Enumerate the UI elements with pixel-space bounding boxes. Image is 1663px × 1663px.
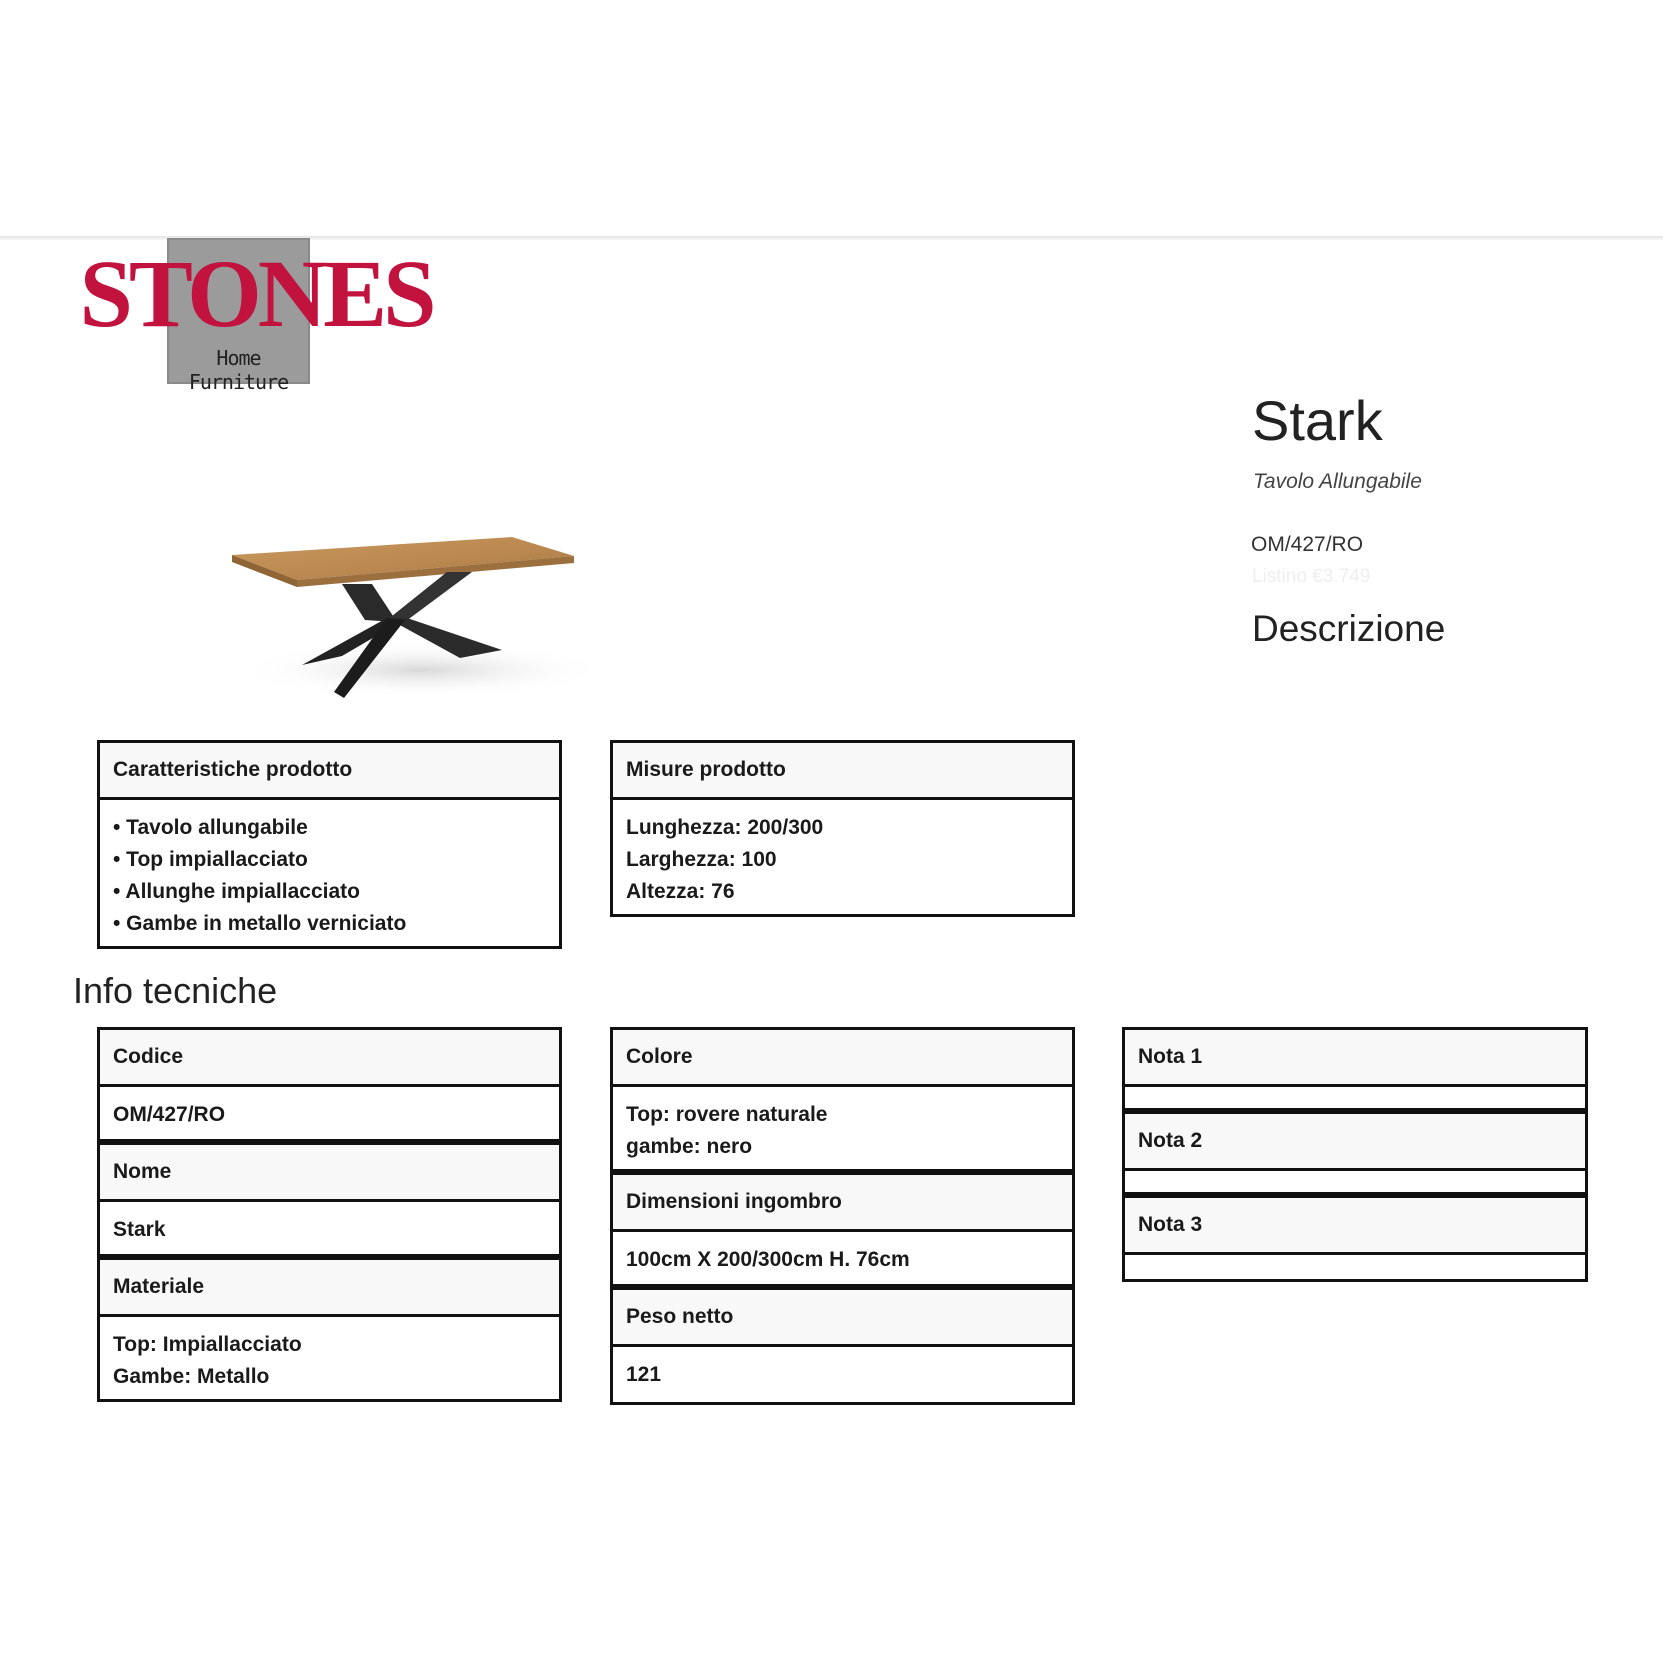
material-line: Top: Impiallacciato	[113, 1333, 302, 1356]
feature-item: • Top impiallacciato	[113, 848, 308, 871]
material-value	[100, 1317, 559, 1399]
color-line: Top: rovere naturale	[626, 1103, 828, 1126]
material-line: Gambe: Metallo	[113, 1365, 270, 1388]
code-label: Codice	[100, 1030, 559, 1087]
measures-header: Misure prodotto	[613, 743, 1072, 800]
features-table	[97, 740, 562, 949]
notes-table	[1122, 1027, 1588, 1282]
measure-item: Lunghezza: 200/300	[626, 816, 824, 839]
note1-label: Nota 1	[1125, 1030, 1585, 1087]
note2-value	[1125, 1171, 1585, 1195]
weight-value: 121	[626, 1363, 662, 1386]
note3-label: Nota 3	[1125, 1195, 1585, 1255]
note1-value	[1125, 1087, 1585, 1111]
note3-value	[1125, 1255, 1585, 1279]
section-description-title: Descrizione	[1252, 608, 1446, 649]
color-label: Colore	[613, 1030, 1072, 1087]
logo-tagline: Home Furniture	[188, 346, 289, 394]
feature-item: • Tavolo allungabile	[113, 816, 308, 839]
product-price: Listino €3.749	[1252, 566, 1371, 587]
color-line: gambe: nero	[626, 1135, 753, 1158]
section-tech-info-title: Info tecniche	[73, 970, 278, 1011]
features-header: Caratteristiche prodotto	[100, 743, 559, 800]
feature-item: • Allunghe impiallacciato	[113, 880, 360, 903]
code-value: OM/427/RO	[100, 1087, 559, 1142]
tech-info-middle-table	[610, 1027, 1075, 1405]
product-name: Stark	[1252, 389, 1383, 452]
note2-label: Nota 2	[1125, 1111, 1585, 1171]
name-label: Nome	[100, 1142, 559, 1202]
features-body	[100, 800, 559, 946]
brand-logo	[70, 238, 442, 394]
product-code: OM/427/RO	[1251, 533, 1364, 556]
product-subtitle: Tavolo Allungabile	[1253, 470, 1422, 493]
measure-item: Larghezza: 100	[626, 848, 777, 871]
color-value	[613, 1087, 1072, 1172]
weight-label: Peso netto	[613, 1287, 1072, 1347]
name-value: Stark	[100, 1202, 559, 1257]
dimensions-label: Dimensioni ingombro	[613, 1172, 1072, 1232]
tech-info-left-table	[97, 1027, 562, 1402]
extendable-table-image	[222, 520, 602, 710]
dimensions-value: 100cm X 200/300cm H. 76cm	[613, 1232, 1072, 1287]
material-label: Materiale	[100, 1257, 559, 1317]
measures-table	[610, 740, 1075, 917]
measure-item: Altezza: 76	[626, 880, 735, 903]
feature-item: • Gambe in metallo verniciato	[113, 912, 407, 935]
measures-body	[613, 800, 1072, 914]
logo-brand: STONES	[79, 240, 433, 347]
